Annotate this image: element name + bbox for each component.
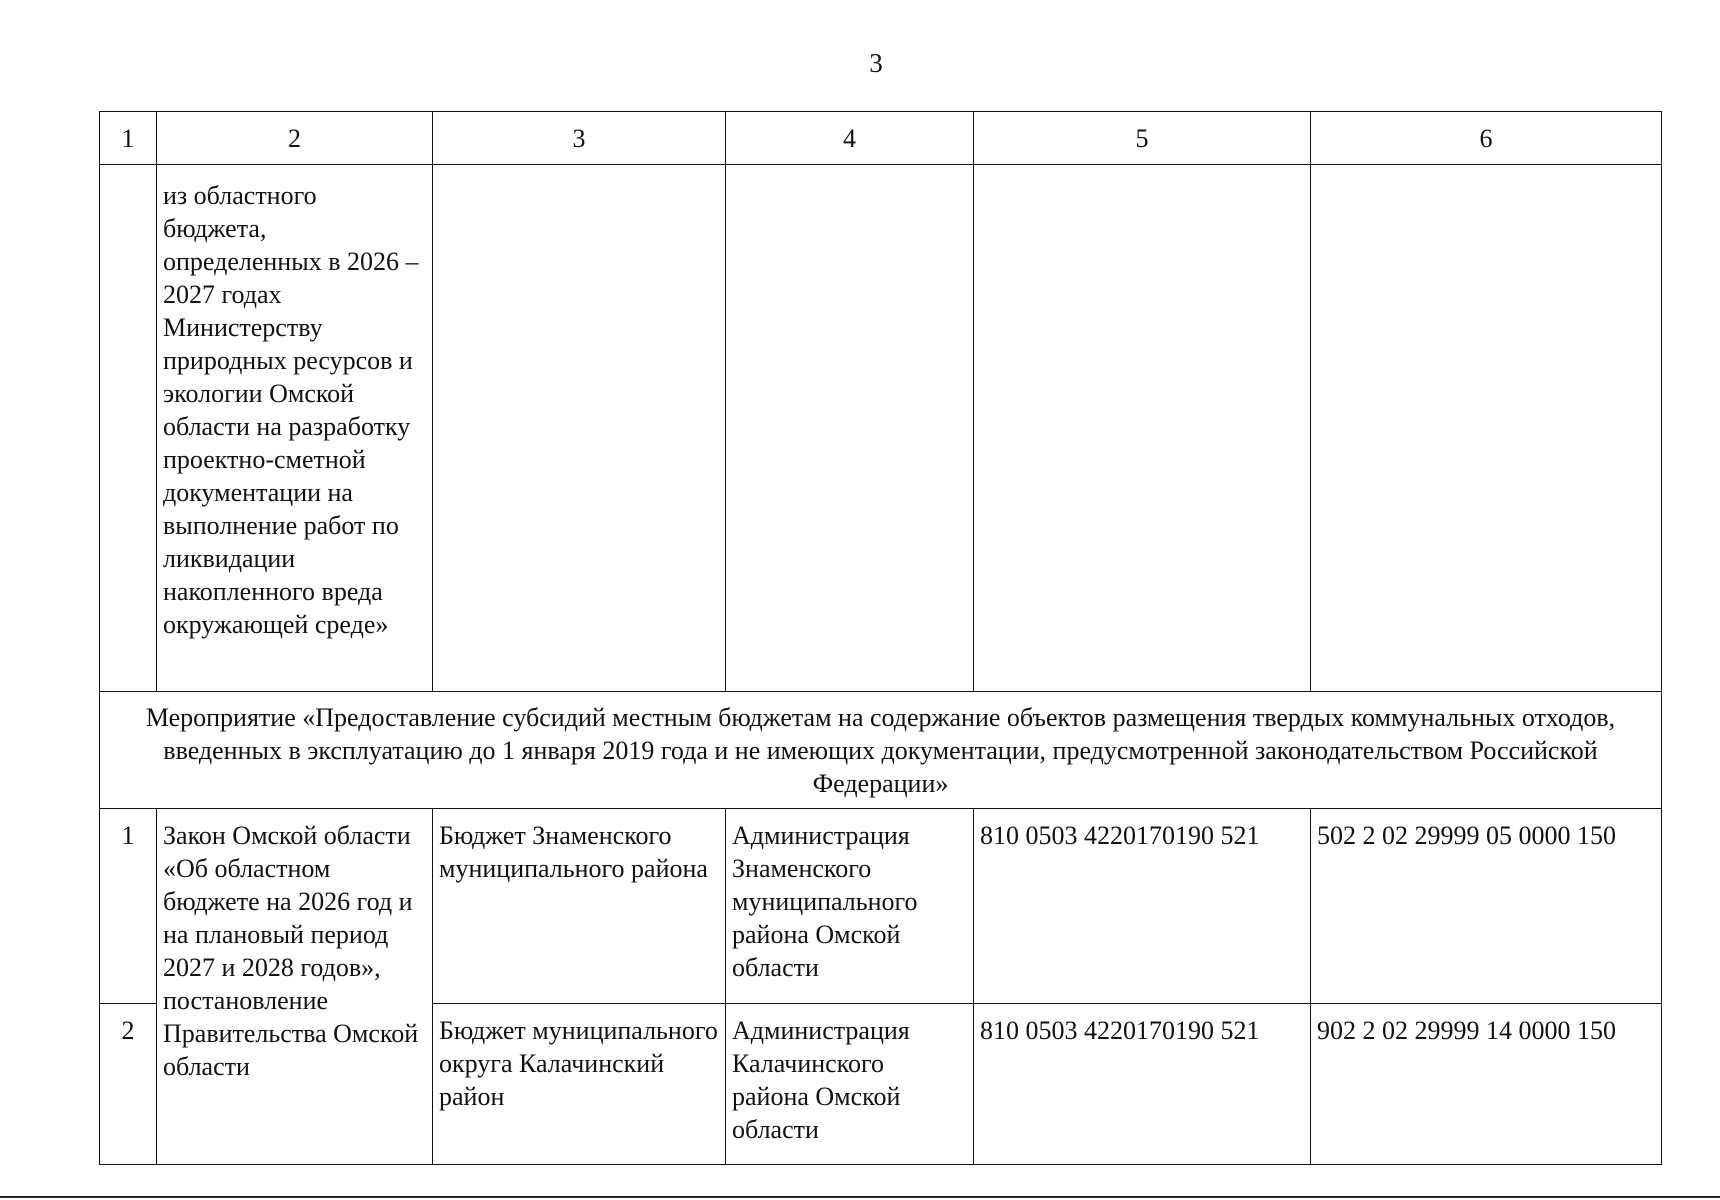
continuation-cell-3 (433, 165, 726, 692)
table-row-continuation (100, 165, 1662, 692)
budget-table (99, 111, 1662, 1165)
table-row (100, 809, 1662, 1004)
legal-basis-cell: Закон Омской области «Об областном бюджете на 2026 год и на плановый период 2027 и 2028 годов», постановление Правительства Омской области (157, 809, 433, 1165)
row-number: 2 (100, 1004, 157, 1165)
section-title: Мероприятие «Предоставление субсидий местным бюджетам на содержание объектов размещения твердых коммунальных отходов, введенных в эксплуатацию до 1 января 2019 года и не имеющих документации, предусмотренной законодательством Российской Федерации» (100, 692, 1662, 809)
column-header-3: 3 (433, 112, 726, 165)
income-code: 902 2 02 29999 14 0000 150 (1311, 1004, 1662, 1165)
income-code: 502 2 02 29999 05 0000 150 (1311, 809, 1662, 1004)
table-header-row (100, 112, 1662, 165)
continuation-cell-6 (1311, 165, 1662, 692)
column-header-2: 2 (157, 112, 433, 165)
budget-name: Бюджет Знаменского муниципального района (433, 809, 726, 1004)
column-header-6: 6 (1311, 112, 1662, 165)
column-header-4: 4 (726, 112, 974, 165)
column-header-1: 1 (100, 112, 157, 165)
column-header-5: 5 (974, 112, 1311, 165)
page-number: 3 (869, 48, 883, 78)
expense-code: 810 0503 4220170190 521 (974, 809, 1311, 1004)
administrator-name: Администрация Знаменского муниципального района Омской области (726, 809, 974, 1004)
continuation-cell-4 (726, 165, 974, 692)
expense-code: 810 0503 4220170190 521 (974, 1004, 1311, 1165)
row-number: 1 (100, 809, 157, 1004)
budget-name: Бюджет муниципального округа Калачинский район (433, 1004, 726, 1165)
continuation-cell-5 (974, 165, 1311, 692)
continuation-cell-1 (100, 165, 157, 692)
table-row-section (100, 692, 1662, 809)
continuation-text: из областного бюджета, определенных в 2026 – 2027 годах Министерству природных ресурсов и экологии Омской области на разработку проектно-сметной документации на выполнение работ по ликвидации накопленного вреда окружающей среде» (157, 165, 433, 692)
page-bottom-rule (0, 1196, 1720, 1198)
administrator-name: Администрация Калачинского района Омской области (726, 1004, 974, 1165)
